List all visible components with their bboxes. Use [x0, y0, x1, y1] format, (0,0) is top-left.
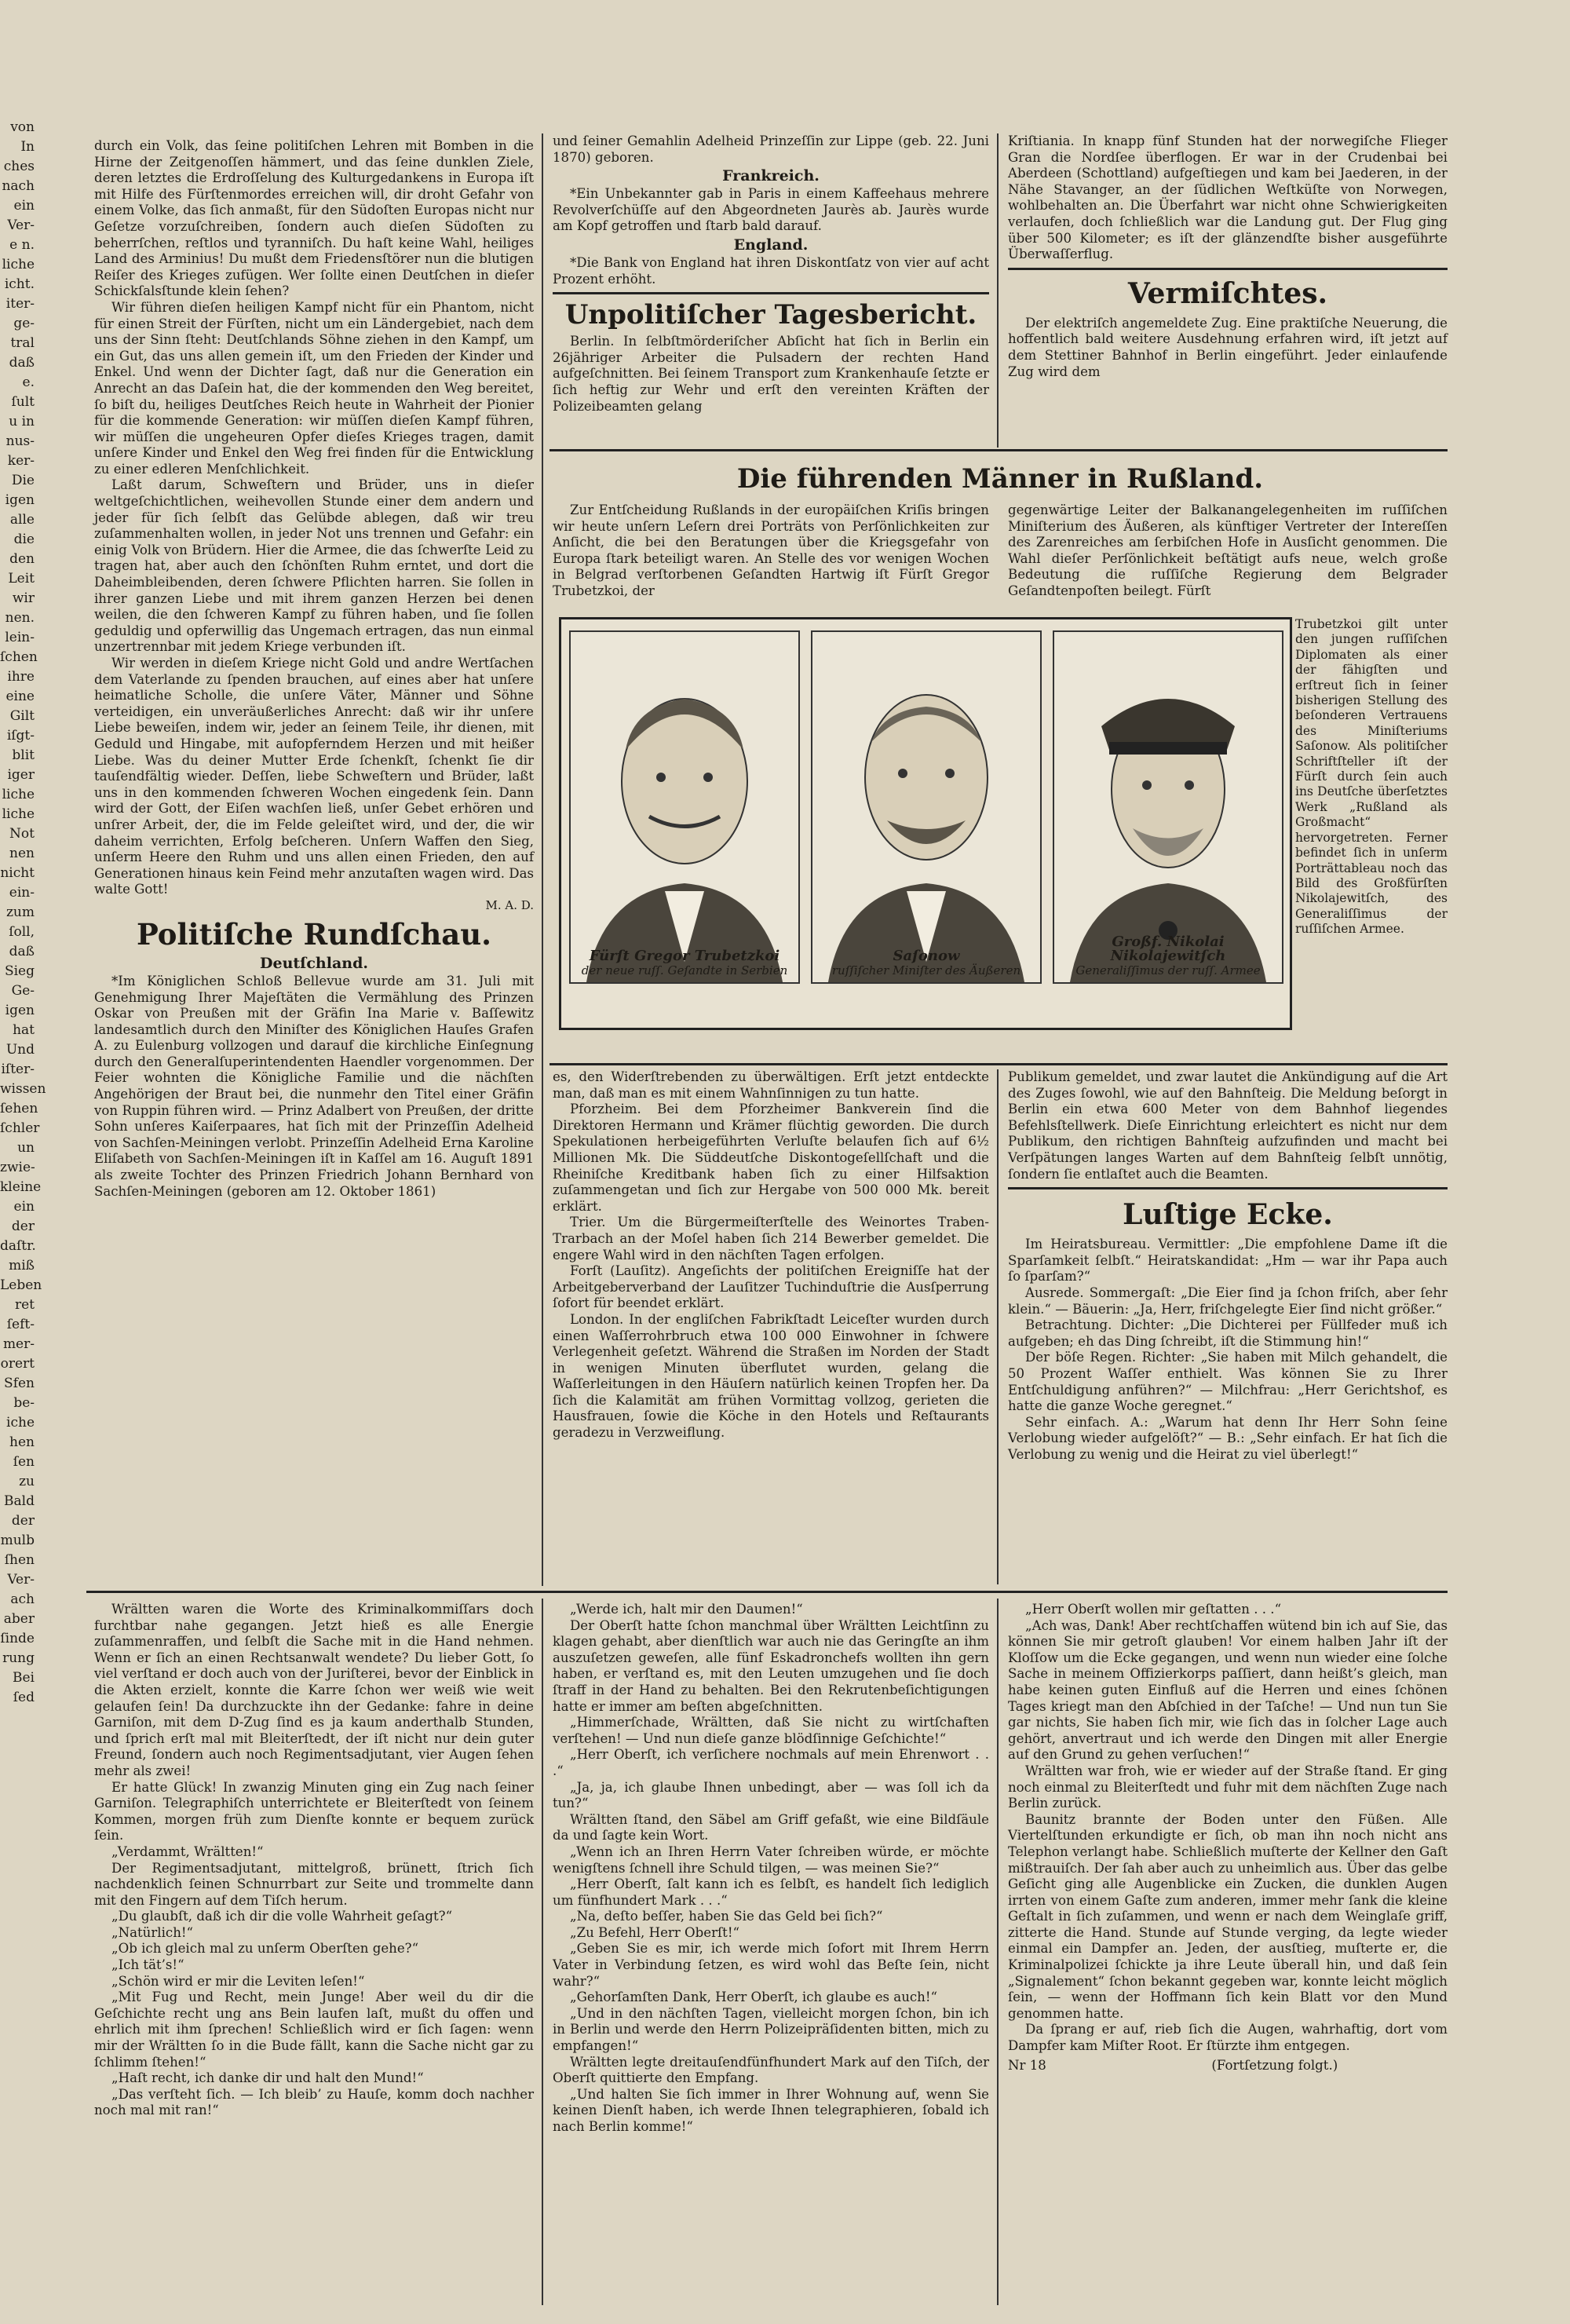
margin-fragment: ach — [10, 1591, 35, 1607]
margin-fragment: nen — [9, 846, 35, 861]
margin-fragment: ſchler — [0, 1120, 40, 1136]
margin-fragment: ſchen — [0, 649, 38, 665]
portrait-tableau — [559, 617, 1292, 1030]
margin-fragment: alle — [9, 512, 35, 528]
margin-fragment: liche — [2, 806, 35, 822]
paragraph: durch ein Volk, das ſeine politiſchen Lehren mit Bomben in die Hirne der Zeitgenoſſen hämmert, und das ſeine dunklen Ziele, deren letztes die Erdroſſelung des Kulturgedankens in Europa iſt mit Hilfe des Fürſtenmordes erreichen will, dir droht Gefahr von einem Volke, das ſich anmaßt, für den Südoſten Europas nicht nur Geſetze vorzuſchreiben, ſondern auch dieſen Südoſten zu beherrſchen, reſtlos und tyranniſch. Du haſt keine Wahl, heiliges Land des Arminius! Du mußt dem Friedensſtörer nun die blutigen Reiſer des Krieges zufügen. Wer ſollte einen Deutſchen in dieſer Schickſalsſtunde klein ſehen? — [94, 138, 534, 299]
margin-fragment: orert — [0, 1356, 35, 1372]
paragraph: Berlin. In ſelbſtmörderiſcher Abſicht hat ſich in Berlin ein 26jähriger Arbeiter die Pulsadern der rechten Hand aufgeſchnitten. Bei ſeinem Transport zum Krankenhauſe ſetzte er ſich heftig zur Wehr und erſt den vereinten Kräften der Polizeibeamten gelang — [553, 334, 989, 414]
column-3 — [1008, 133, 1448, 444]
russia-heading: Die führenden Männer in Rußland. — [736, 463, 1264, 495]
portrait-sasonow — [811, 630, 1042, 984]
margin-fragment: Sfen — [4, 1376, 35, 1391]
rule — [1008, 1187, 1448, 1189]
margin-fragment: Die — [11, 473, 35, 488]
subheading-deutschland: Deutſchland. — [260, 954, 368, 972]
margin-fragment: mulb — [0, 1533, 35, 1548]
margin-fragment: ches — [3, 159, 35, 174]
column-divider — [997, 1069, 999, 1584]
column-divider — [542, 133, 543, 1586]
russia-text-left: Zur Entſcheidung Rußlands in der europäiſchen Kriſis bringen wir heute unſern Leſern drei Porträts von Perſönlichkeiten zur Anſicht, die bei den Beratungen über die Kriegsgefahr von Europa ſtark beteiligt waren. An Stelle des vor wenigen Wochen in Belgrad verſtorbenen Geſandten Hartwig iſt Fürſt Gregor Trubetzkoi, der — [553, 502, 989, 598]
paragraph: Laßt darum, Schweſtern und Brüder, uns in dieſer weltgeſchichtlichen, weihevollen Stunde einer dem andern und jeder für ſich ſelbſt das Gelübde ablegen, daß wir treu zuſammenhalten wollen, in jeder Not uns trennen und Gefahr: ein einig Volk von Brüdern. Hier die Armee, die das ſchwerſte Leid zu tragen hat, aber auch den ſchönſten Ruhm erntet, und dort die Daheimbleibenden, deren ſchwere Pflichten harren. Sie ſollen in ihrer ganzen Liebe und mit ihrem ganzen Herzen bei denen weilen, die den ſchweren Kampf zu führen haben, und ſie ſollen geduldig und opferwillig das Ungemach ertragen, das nun einmal unzertrennbar mit jedem Kriege verbunden iſt. — [94, 477, 534, 655]
margin-fragment: ihre — [7, 669, 35, 685]
margin-fragment: Bald — [4, 1493, 35, 1509]
margin-fragment: Not — [9, 826, 35, 842]
margin-fragment: kleine — [0, 1179, 42, 1195]
russia-text-right: gegenwärtige Leiter der Balkanangelegenheiten im ruſſiſchen Miniſterium des Äußeren, als künftiger Vertreter der Intereſſen des Zarenreiches am ſerbiſchen Hofe in Ausſicht genommen. Die Wahl dieſer Perſönlichkeit beſtätigt aufs neue, welch große Bedeutung die ruſſiſche Regierung dem Belgrader Geſandtenpoſten beilegt. Fürſt — [1008, 502, 1448, 598]
paragraph: *Die Bank von England hat ihren Diskontſatz von vier auf acht Prozent erhöht. — [553, 254, 989, 287]
story-column-1: Wrältten waren die Worte des Kriminalkommiſſars doch furchtbar nahe gegangen. Jetzt hieß es alle Energie zuſammenraffen, und ſelbſt die Sache mit in die Hand nehmen. Wenn er ſich an einen Rechtsanwalt wendete? Du lieber Gott, ſo viel verſtand er doch auch von der Juriſterei, bevor der Einblick in die Akten erzielt, konnte die Karre ſchon wer weiß wie weit gelaufen ſein! Da durchzuckte ihn der Gedanke: fahre in deine Garniſon, mit dem D-Zug ſind es ja kaum anderthalb Stunden, und ſprich erſt mal mit Bleiterſtedt, der iſt nicht nur dein guter Freund, ſondern auch noch Regimentsadjutant, vier Augen ſehen mehr als zwei! Er hatte Glück! In zwanzig Minuten ging ein Zug nach ſeiner Garniſon. Telegraphiſch unterrichtete er Bleiterſtedt von ſeinem Kommen, morgen früh zum Dienſte konnte er bequem zurück ſein. „Verdammt, Wrältten!“ Der Regimentsadjutant, mittelgroß, brünett, ſtrich ſich nachdenklich ſeinen Schnurrbart zur Seite und trommelte dann mit den Fingern auf dem Tiſch herum. „Du glaubſt, daß ich dir die volle Wahrheit geſagt?“ „Natürlich!“ „Ob ich gleich mal zu unſerm Oberſten gehe?“ „Ich tät’s!“ „Schön wird er mir die Leviten leſen!“ „Mit Fug und Recht, mein Junge! Aber weil du dir die Geſchichte recht ung ans Bein laufen laſt, mußt du offen und ehrlich mit ihm ſprechen! Schließlich wird er ſich ſagen: wenn mir der Wrältten ſo in die Bude fällt, kann die Sache nicht gar zu ſchlimm ſtehen!“ „Haſt recht, ich danke dir und halt den Mund!“ „Das verſteht ſich. — Ich bleib’ zu Hauſe, komm doch nachher noch mal mit ran!“ — [94, 1602, 534, 2118]
paragraph: *Ein Unbekannter gab in Paris in einem Kaffeehaus mehrere Revolverſchüſſe auf den Abgeordneten Jaurès ab. Jaurès wurde am Kopf getroffen und ſtarb bald darauf. — [553, 186, 989, 234]
margin-fragment: Gilt — [9, 708, 35, 724]
margin-fragment: zu — [19, 1474, 35, 1489]
officer-portrait-icon — [1054, 632, 1282, 982]
margin-fragment: mer- — [2, 1336, 35, 1352]
margin-fragment: den — [9, 551, 35, 567]
margin-fragment: aber — [3, 1611, 35, 1627]
section-heading-tagesbericht: Unpolitiſcher Tagesbericht. — [564, 299, 977, 331]
paragraph: Wir führen dieſen heiligen Kampf nicht für ein Phantom, nicht für einen Streit der Fürſten, nicht um ein Ländergebiet, nach dem uns der Sinn ſteht: Deutſchlands Söhne ziehen in den Kampf, um ein Gut, das uns allen gemein iſt, um den Frieden der Kinder und Enkel. Und wenn der Dichter ſagt, daß nur die Generation ein Anrecht an das Daſein hat, die der kommenden den Weg bereitet, ſo biſt du, heiliges Deutſches Reich heute in Wahrheit der Pionier für die kommende Generation: wir müſſen dieſen Kampf führen, wir müſſen die ungeheuren Opfer dieſes Krieges tragen, damit unſere Kinder und Enkel den Weg frei finden für die Entwicklung zu einer edleren Menſchlichkeit. — [94, 299, 534, 477]
margin-fragment: hen — [9, 1434, 35, 1450]
margin-fragment: wissen — [0, 1081, 46, 1097]
paragraph: Kriſtiania. In knapp fünf Stunden hat der norwegiſche Flieger Gran die Nordſee überflogen. Er war in der Crudenbai bei Aberdeen (Schottland) aufgeſtiegen und kam bei Jaederen, in der Nähe Stavanger, an der ſüdlichen Weſtküſte von Norwegen, wohlbehalten an. Die Überfahrt war nicht ohne Schwierigkeiten verlaufen, doch ſchließlich war die Landung gut. Der Flug ging über 500 Kilometer; es iſt der glänzendſte bisher ausgeführte Überwaſſerflug. — [1008, 133, 1448, 262]
paragraph: Wir werden in dieſem Kriege nicht Gold und andre Wertſachen dem Vaterlande zu ſpenden brauchen, auf eines aber hat unſere heimatliche Scholle, die unſere Väter, Männer und Söhne verteidigen, ein unveräußerliches Anrecht: daß wir ihr unſere Liebe beweiſen, indem wir, jeder an ſeinem Teile, ihr dienen, mit Geduld und Hingabe, mit aufopferndem Herzen und mit heißer Liebe. Was du deiner Mutter Erde ſchenkſt, ſchenkt ſie dir tauſendfältig wieder. Deſſen, liebe Schweſtern und Brüder, laßt uns in den kommenden ſchweren Wochen eingedenk ſein. Dann wird der Gott, der Eiſen wachſen ließ, unſer Gebet erhören und unſrer Arbeit, der, die im Felde geleiſtet wird, und der, die wir daheim verrichten, Erfolg beſcheren. Unſern Waffen den Sieg, unſerm Heere den Ruhm und uns allen einen Frieden, den auf Generationen hinaus kein Feind mehr anzutaſten wagen wird. Das walte Gott! — [94, 656, 534, 897]
man-portrait-icon — [571, 632, 798, 982]
caption-role: der neue ruſſ. Geſandte in Serbien — [581, 963, 788, 977]
left-margin-fragments — [0, 118, 46, 2324]
margin-fragment: un — [17, 1140, 35, 1156]
margin-fragment: ein — [13, 1199, 35, 1215]
margin-fragment: Ge- — [11, 983, 35, 999]
margin-fragment: eine — [5, 689, 35, 704]
portrait-trubetzkoi — [569, 630, 800, 984]
subheading-england: England. — [733, 236, 809, 254]
margin-fragment: In — [20, 139, 35, 155]
margin-fragment: icht. — [4, 276, 35, 292]
margin-fragment: ſehen — [0, 1101, 38, 1116]
page-number: Nr 18 — [1008, 2057, 1046, 2073]
margin-fragment: liche — [2, 257, 35, 272]
margin-fragment: iſter- — [1, 1062, 35, 1077]
margin-fragment: daß — [9, 944, 35, 959]
margin-fragment: ſeft- — [6, 1317, 35, 1332]
story-footer — [1008, 2058, 1448, 2074]
russia-text-side: Trubetzkoi gilt unter den jungen ruſſiſchen Diplomaten als einer der fähigſten und erſtreut ſich in ſeiner bisherigen Stellung des beſonderen Vertrauens des Miniſteriums Saſonow. Als politiſcher Schriftſteller iſt der Fürſt durch ſein auch ins Deutſche überſetztes Werk „Rußland als Großmacht“ hervorgetreten. Ferner befindet ſich in unſerm Porträttableau noch das Bild des Großfürſten Nikolajewitſch, des Generaliſſimus der ruſſiſchen Armee. — [1295, 617, 1448, 937]
margin-fragment: lein- — [5, 630, 35, 645]
margin-fragment: nus- — [5, 433, 35, 449]
margin-fragment: ſinde — [0, 1631, 35, 1646]
caption-role: ruſſiſcher Miniſter des Äußeren — [831, 963, 1021, 977]
margin-fragment: Sieg — [4, 963, 35, 979]
margin-fragment: nicht — [0, 865, 35, 881]
margin-fragment: rung — [2, 1650, 35, 1666]
column-divider — [542, 1599, 543, 2305]
margin-fragment: Und — [5, 1042, 35, 1058]
margin-fragment: iche — [6, 1415, 35, 1431]
margin-fragment: ſhen — [4, 1552, 35, 1568]
margin-fragment: Ver- — [7, 217, 35, 233]
margin-fragment: ſult — [11, 394, 35, 410]
margin-fragment: miß — [9, 1258, 35, 1273]
rule — [550, 1063, 1448, 1065]
margin-fragment: iſgt- — [6, 728, 35, 744]
margin-fragment: tral — [10, 335, 35, 351]
margin-fragment: ker- — [7, 453, 35, 469]
margin-fragment: Bei — [13, 1670, 35, 1686]
caption-role: Generaliſſimus der ruſſ. Armee — [1075, 963, 1261, 977]
margin-fragment: ſed — [13, 1690, 35, 1705]
margin-fragment: be- — [13, 1395, 35, 1411]
section-heading-lustige-ecke: Luſtige Ecke. — [1123, 1198, 1333, 1232]
margin-fragment: e n. — [9, 237, 35, 253]
paragraph: Der elektriſch angemeldete Zug. Eine praktiſche Neuerung, die hoffentlich bald weitere Ausdehnung erfahren wird, iſt jetzt auf dem Stettiner Bahnhof in Berlin eingeführt. Jeder einlaufende Zug wird dem — [1008, 315, 1448, 379]
rule — [1008, 268, 1448, 270]
margin-fragment: daß — [9, 355, 35, 371]
margin-fragment: von — [10, 119, 35, 135]
column-2 — [553, 133, 989, 444]
margin-fragment: ge- — [13, 316, 35, 331]
rule — [86, 1591, 1448, 1593]
signature: M. A. D. — [485, 897, 534, 912]
margin-fragment: e. — [22, 375, 35, 390]
paragraph: und ſeiner Gemahlin Adelheid Prinzeſſin zur Lippe (geb. 22. Juni 1870) geboren. — [553, 133, 989, 165]
man-portrait-icon — [812, 632, 1040, 982]
margin-fragment: daſtr. — [0, 1238, 36, 1254]
margin-fragment: Ver- — [7, 1572, 35, 1588]
margin-fragment: ſoll, — [9, 924, 35, 940]
portrait-nikolajewitsch — [1053, 630, 1283, 984]
column-divider — [997, 1599, 999, 2305]
rule — [550, 449, 1448, 451]
margin-fragment: igen — [5, 1003, 35, 1018]
margin-fragment: Leit — [8, 571, 35, 586]
section-heading-vermischtes: Vermiſchtes. — [1127, 276, 1328, 310]
margin-fragment: ret — [14, 1297, 35, 1313]
story-column-2: „Werde ich, halt mir den Daumen!“ Der Oberſt hatte ſchon manchmal über Wrältten Leichtſinn zu klagen gehabt, aber dienſtlich war auch nie das Geringſte an ihm auszuſetzen geweſen, alle fünf Eskadronchefs wollten ihn gern haben, er verſtand es, mit den Leuten umzugehen und ſie doch ſtraff in der Hand zu behalten. Bei den Rekrutenbeſichtigungen hatte er immer am beſten abgeſchnitten. „Himmerſchade, Wrältten, daß Sie nicht zu wirtſchaften verſtehen! — Und nun dieſe ganze blödſinnige Geſchichte!“ „Herr Oberſt, ich verſichere nochmals auf mein Ehrenwort . . .“ „Ja, ja, ich glaube Ihnen unbedingt, aber — was ſoll ich da tun?“ Wrältten ſtand, den Säbel am Griff gefaßt, wie eine Bildſäule da und ſagte kein Wort. „Wenn ich an Ihren Herrn Vater ſchreiben würde, er möchte wenigſtens ſchnell ihre Schuld tilgen, — was meinen Sie?“ „Herr Oberſt, ſalt kann ich es ſelbſt, es handelt ſich lediglich um fünfhundert Mark . . .“ „Na, deſto beſſer, haben Sie das Geld bei ſich?“ „Zu Befehl, Herr Oberſt!“ „Geben Sie es mir, ich werde mich ſofort mit Ihrem Herrn Vater in Verbindung ſetzen, es wird wohl das Beſte ſein, nicht wahr?“ „Gehorſamſten Dank, Herr Oberſt, ich glaube es auch!“ „Und in den nächſten Tagen, vielleicht morgen ſchon, bin ich in Berlin und werde den Herrn Polizeipräſidenten bitten, mich zu empfangen!“ Wrältten legte dreitauſendfünfhundert Mark auf den Tiſch, der Oberſt quittierte den Empfang. „Und halten Sie ſich immer in Ihrer Wohnung auf, wenn Sie keinen Dienſt haben, ich werde Ihnen telegraphieren, ſobald ich nach Berlin komme!“ — [553, 1602, 989, 2134]
section-heading-politische-rundschau: Politiſche Rundſchau. — [136, 916, 492, 952]
margin-fragment: ein — [13, 198, 35, 214]
margin-fragment: blit — [12, 747, 35, 763]
margin-fragment: ſen — [13, 1454, 35, 1470]
paragraph: *Im Königlichen Schloß Bellevue wurde am 31. Juli mit Genehmigung Ihrer Majeſtäten die Vermählung des Prinzen Oskar von Preußen mit der Gräfin Ina Marie v. Baſſewitz landesamtlich durch den Miniſter des Königlichen Hauſes Grafen A. zu Eulenburg vollzogen und darauf die kirchliche Einſegnung durch den Generalſuperintendenten Haendler vorgenommen. Der Feier wohnten die Königliche Familie und die nächſten Angehörigen der Braut bei, die nunmehr den Titel einer Gräfin von Ruppin führen wird. — Prinz Adalbert von Preußen, der dritte Sohn unſeres Kaiſerpaares, hat ſich mit der Prinzeſſin Adelheid von Sachſen-Meiningen verlobt. Prinzeſſin Adelheid Erna Karoline Eliſabeth von Sachſen-Meiningen iſt in Kaſſel am 16. Auguſt 1891 als zweite Tochter des Prinzen Friedrich Johann Bernhard von Sachſen-Meiningen (geboren am 12. Oktober 1861) — [94, 973, 534, 1199]
caption-name: Fürſt Gregor Trubetzkoi — [589, 948, 780, 964]
continuation-note: (Fortſetzung folgt.) — [1211, 2057, 1338, 2073]
caption-name: Saſonow — [893, 948, 960, 964]
margin-fragment: nen. — [5, 610, 35, 626]
margin-fragment: zum — [5, 904, 35, 920]
subheading-frankreich: Frankreich. — [722, 167, 820, 185]
margin-fragment: hat — [13, 1022, 35, 1038]
story-column-3: „Herr Oberſt wollen mir geſtatten . . .“ „Ach was, Dank! Aber rechtſchaffen wütend bin ich auf Sie, das können Sie mir getroſt glauben! Vor einem halben Jahr iſt der Kloſſow um die Ecke gegangen, und wenn nun wieder eine ſolche Sache in meinem Offizierkorps paſſiert, dann heißt’s gleich, man habe keinen guten Einfluß auf die Herren und eines ſchönen Tages kriegt man den Abſchied in der Taſche! — Und nun tun Sie gar nichts, Sie haben ſich mir, wie ſich das in ſolcher Lage auch gehört, anvertraut und ich werde den Dingen mit aller Energie auf den Grund zu gehen verſuchen!“ Wrältten war froh, wie er wieder auf der Straße ſtand. Er ging noch einmal zu Bleiterſtedt und fuhr mit dem nächſten Zuge nach Berlin zurück. Baunitz brannte der Boden unter den Füßen. Alle Viertelſtunden erkundigte er ſich, ob man ihn noch nicht ans Telephon verlangt habe. Schließlich muſterte der Kellner den Gaſt mißtrauiſch. Der ſah aber auch zu unheimlich aus. Über das gelbe Geſicht ging alle Augenblicke ein Zucken, die dunklen Augen irrten von einem Gaſte zum anderen, immer mehr ſank die kleine Geſtalt in ſich zuſammen, und wenn er nach dem Weinglaſe griff, zitterte die Hand. Stunde auf Stunde verging, da legte wieder einmal ein Dampfer an. Jeden, der ausſtieg, muſterte er, die Kriminalpolizei ſchickte ja ihre Leute überall hin, und daß ſein „Signalement“ ſchon bekannt gegeben war, konnte leicht möglich ſein, — wenn der Hoffmann ſich kein Blatt vor den Mund genommen hatte. Da ſprang er auf, rieb ſich die Augen, wahrhaftig, dort vom Dampfer kam Miſter Root. Er ſtürzte ihm entgegen. Nr 18 (Fortſetzung folgt.) — [1008, 1602, 1448, 2073]
margin-fragment: nach — [2, 178, 35, 194]
margin-fragment: iter- — [5, 296, 35, 312]
margin-fragment: iger — [7, 767, 35, 783]
margin-fragment: der — [11, 1513, 35, 1529]
margin-fragment: liche — [2, 787, 35, 802]
margin-fragment: Leben — [0, 1277, 42, 1293]
column-2-lower: es, den Widerſtrebenden zu überwältigen. Erſt jetzt entdeckte man, daß man es mit einem Wahnſinnigen zu tun hatte. Pforzheim. Bei dem Pforzheimer Bankverein ſind die Direktoren Hermann und Krämer flüchtig geworden. Die durch Spekulationen herbeigeführten Verluſte belaufen ſich auf 6½ Millionen Mk. Die Süddeutſche Diskontogeſellſchaft und die Rheiniſche Kreditbank haben ſich zu einer Hilfsaktion zuſammengetan und ſich zur Hergabe von 500 000 Mk. bereit erklärt. Trier. Um die Bürgermeiſterſtelle des Weinortes Traben-Trarbach an der Moſel haben ſich 214 Bewerber gemeldet. Die engere Wahl wird in den nächſten Tagen erfolgen. Forſt (Lauſitz). Angeſichts der politiſchen Ereigniſſe hat der Arbeitgeberverband der Lauſitzer Tuchinduſtrie die Ausſperrung ſofort für beendet erklärt. London. In der engliſchen Fabrikſtadt Leiceſter wurden durch einen Waſſerrohrbruch etwa 100 000 Einwohner in ſchwere Verlegenheit geſetzt. Während die Straßen im Norden der Stadt in wenigen Minuten überflutet wurden, gelang die Waſſerleitungen in den Häuſern natürlich keinen Tropfen her. Da ſich die Kalamität am frühen Vormittag vollzog, gerieten die Hausfrauen, ſowie die Köche in den Hotels und Reſtaurants geradezu in Verzweiflung. — [553, 1069, 989, 1441]
rule — [553, 292, 989, 294]
margin-fragment: igen — [5, 492, 35, 508]
column-1 — [94, 138, 534, 1199]
margin-fragment: ein- — [9, 885, 35, 901]
column-3-lower: Publikum gemeldet, und zwar lautet die Ankündigung auf die Art des Zuges ſowohl, wie auf den Bahnſteig. Die Meldung beſorgt in Berlin ein etwa 600 Meter von dem Bahnhof liegendes Befehlsſtellwerk. Dieſe Einrichtung erleichtert es nicht nur dem Publikum, den richtigen Bahnſteig aufzufinden und macht bei Verſpätungen langes Warten auf dem Bahnſteig ſelbſt unnötig, ſondern ſie entlaſtet auch die Beamten. Luſtige Ecke. Im Heiratsbureau. Vermittler: „Die empfohlene Dame iſt die Sparſamkeit ſelbſt.“ Heiratskandidat: „Hm — war ihr Papa auch ſo ſparſam?“ Ausrede. Sommergaſt: „Die Eier ſind ja ſchon friſch, aber ſehr klein.“ — Bäuerin: „Ja, Herr, friſchgelegte Eier ſind nicht größer.“ Betrachtung. Dichter: „Die Dichterei per Füllfeder muß ich aufgeben; eh das Ding ſchreibt, iſt die Stimmung hin!“ Der böſe Regen. Richter: „Sie haben mit Milch gehandelt, die 50 Prozent Waſſer enthielt. Was können Sie zu Ihrer Entſchuldigung anführen?“ — Milchfrau: „Herr Gerichtshof, es hatte die ganze Woche geregnet.“ Sehr einfach. A.: „Warum hat denn Ihr Herr Sohn ſeine Verlobung wieder aufgelöſt?“ — B.: „Sehr einfach. Er hat ſich die Verlobung zu wenig und die Heirat zu viel überlegt!“ — [1008, 1069, 1448, 1462]
margin-fragment: wir — [12, 590, 35, 606]
margin-fragment: der — [11, 1219, 35, 1234]
margin-fragment: die — [13, 532, 35, 547]
caption-name: Großf. Nikolai Nikolajewitſch — [1110, 934, 1226, 964]
margin-fragment: u in — [9, 414, 35, 429]
margin-fragment: zwie- — [0, 1160, 35, 1175]
column-divider — [997, 133, 999, 448]
